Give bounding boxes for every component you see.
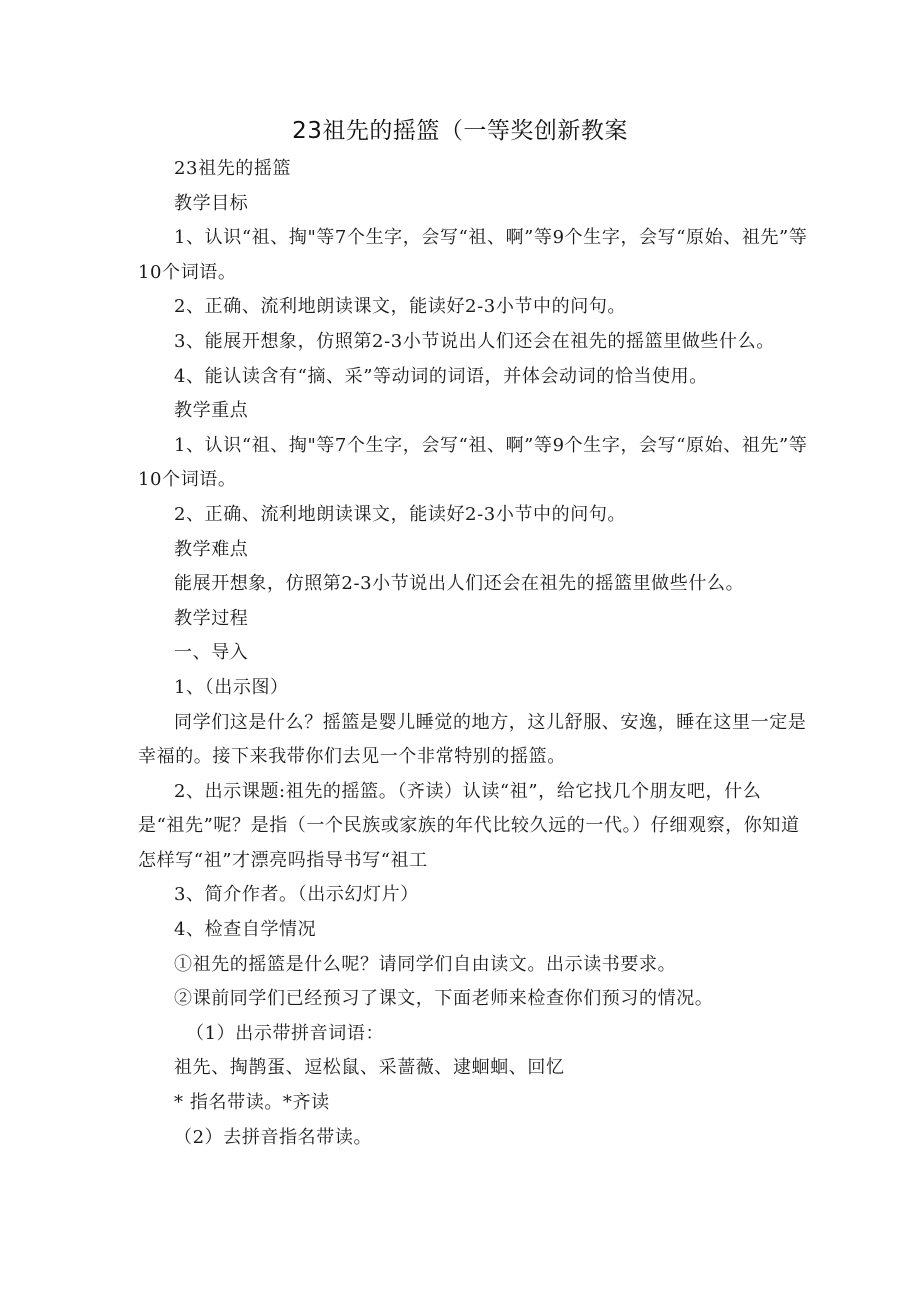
paragraph: 2、正确、流利地朗读课文，能读好2-3小节中的问句。 xyxy=(174,296,627,318)
document-title: 23祖先的摇篮（一等奖创新教案 xyxy=(292,118,628,144)
paragraph: 3、简介作者。（出示幻灯片） xyxy=(174,884,419,906)
paragraph: 同学们这是什么？摇篮是婴儿睡觉的地方，这儿舒服、安逸，睡在这里一定是幸福的。接下来我带你们去见一个非常特别的摇篮。 xyxy=(138,711,807,768)
paragraph: 1、认识“祖、掏"等7个生字，会写“祖、啊”等9个生字，会写“原始、祖先”等10个词语。 xyxy=(138,227,808,283)
paragraph: * 指名带读。*齐读 xyxy=(174,1092,330,1114)
paragraph: ②课前同学们已经预习了课文，下面老师来检查你们预习的情况。 xyxy=(174,988,714,1010)
paragraph: ①祖先的摇篮是什么呢？请同学们自由读文。出示读书要求。 xyxy=(174,953,677,975)
paragraph: （1）出示带拼音词语： xyxy=(186,1022,385,1044)
section-heading: 一、导入 xyxy=(174,642,249,664)
paragraph: 2、出示课题:祖先的摇篮。（齐读）认读“祖”，给它找几个朋友吧，什么是“祖先”呢？是指（一个民族或家族的年代比较久远的一代。）仔细观察，你知道怎样写“祖”才漂亮吗指导书写“祖工 xyxy=(138,780,800,871)
section-heading: 23祖先的摇篮 xyxy=(174,158,292,179)
paragraph: 4、检查自学情况 xyxy=(174,919,317,941)
section-heading: 教学重点 xyxy=(174,400,249,422)
section-heading: 教学过程 xyxy=(174,607,249,629)
paragraph: 1、认识“祖、掏"等7个生字，会写“祖、啊”等9个生字，会写“原始、祖先”等10个词语。 xyxy=(138,434,808,491)
section-heading: 教学难点 xyxy=(174,538,249,560)
paragraph: 4、能认读含有“摘、采”等动词的词语，并体会动词的恰当使用。 xyxy=(174,365,708,387)
paragraph: 能展开想象，仿照第2-3小节说出人们还会在祖先的摇篮里做些什么。 xyxy=(174,573,745,595)
paragraph: 3、能展开想象，仿照第2-3小节说出人们还会在祖先的摇篮里做些什么。 xyxy=(174,330,775,352)
paragraph: 祖先、掏鹊蛋、逗松鼠、采蔷薇、逮蛔蛔、回忆 xyxy=(174,1057,565,1079)
paragraph: 2、正确、流利地朗读课文，能读好2-3小节中的问句。 xyxy=(174,503,627,525)
section-heading: 教学目标 xyxy=(174,192,249,214)
paragraph: （2）去拼音指名带读。 xyxy=(174,1126,373,1148)
document-body xyxy=(138,152,808,1155)
paragraph: 1、（出示图） xyxy=(174,676,289,698)
